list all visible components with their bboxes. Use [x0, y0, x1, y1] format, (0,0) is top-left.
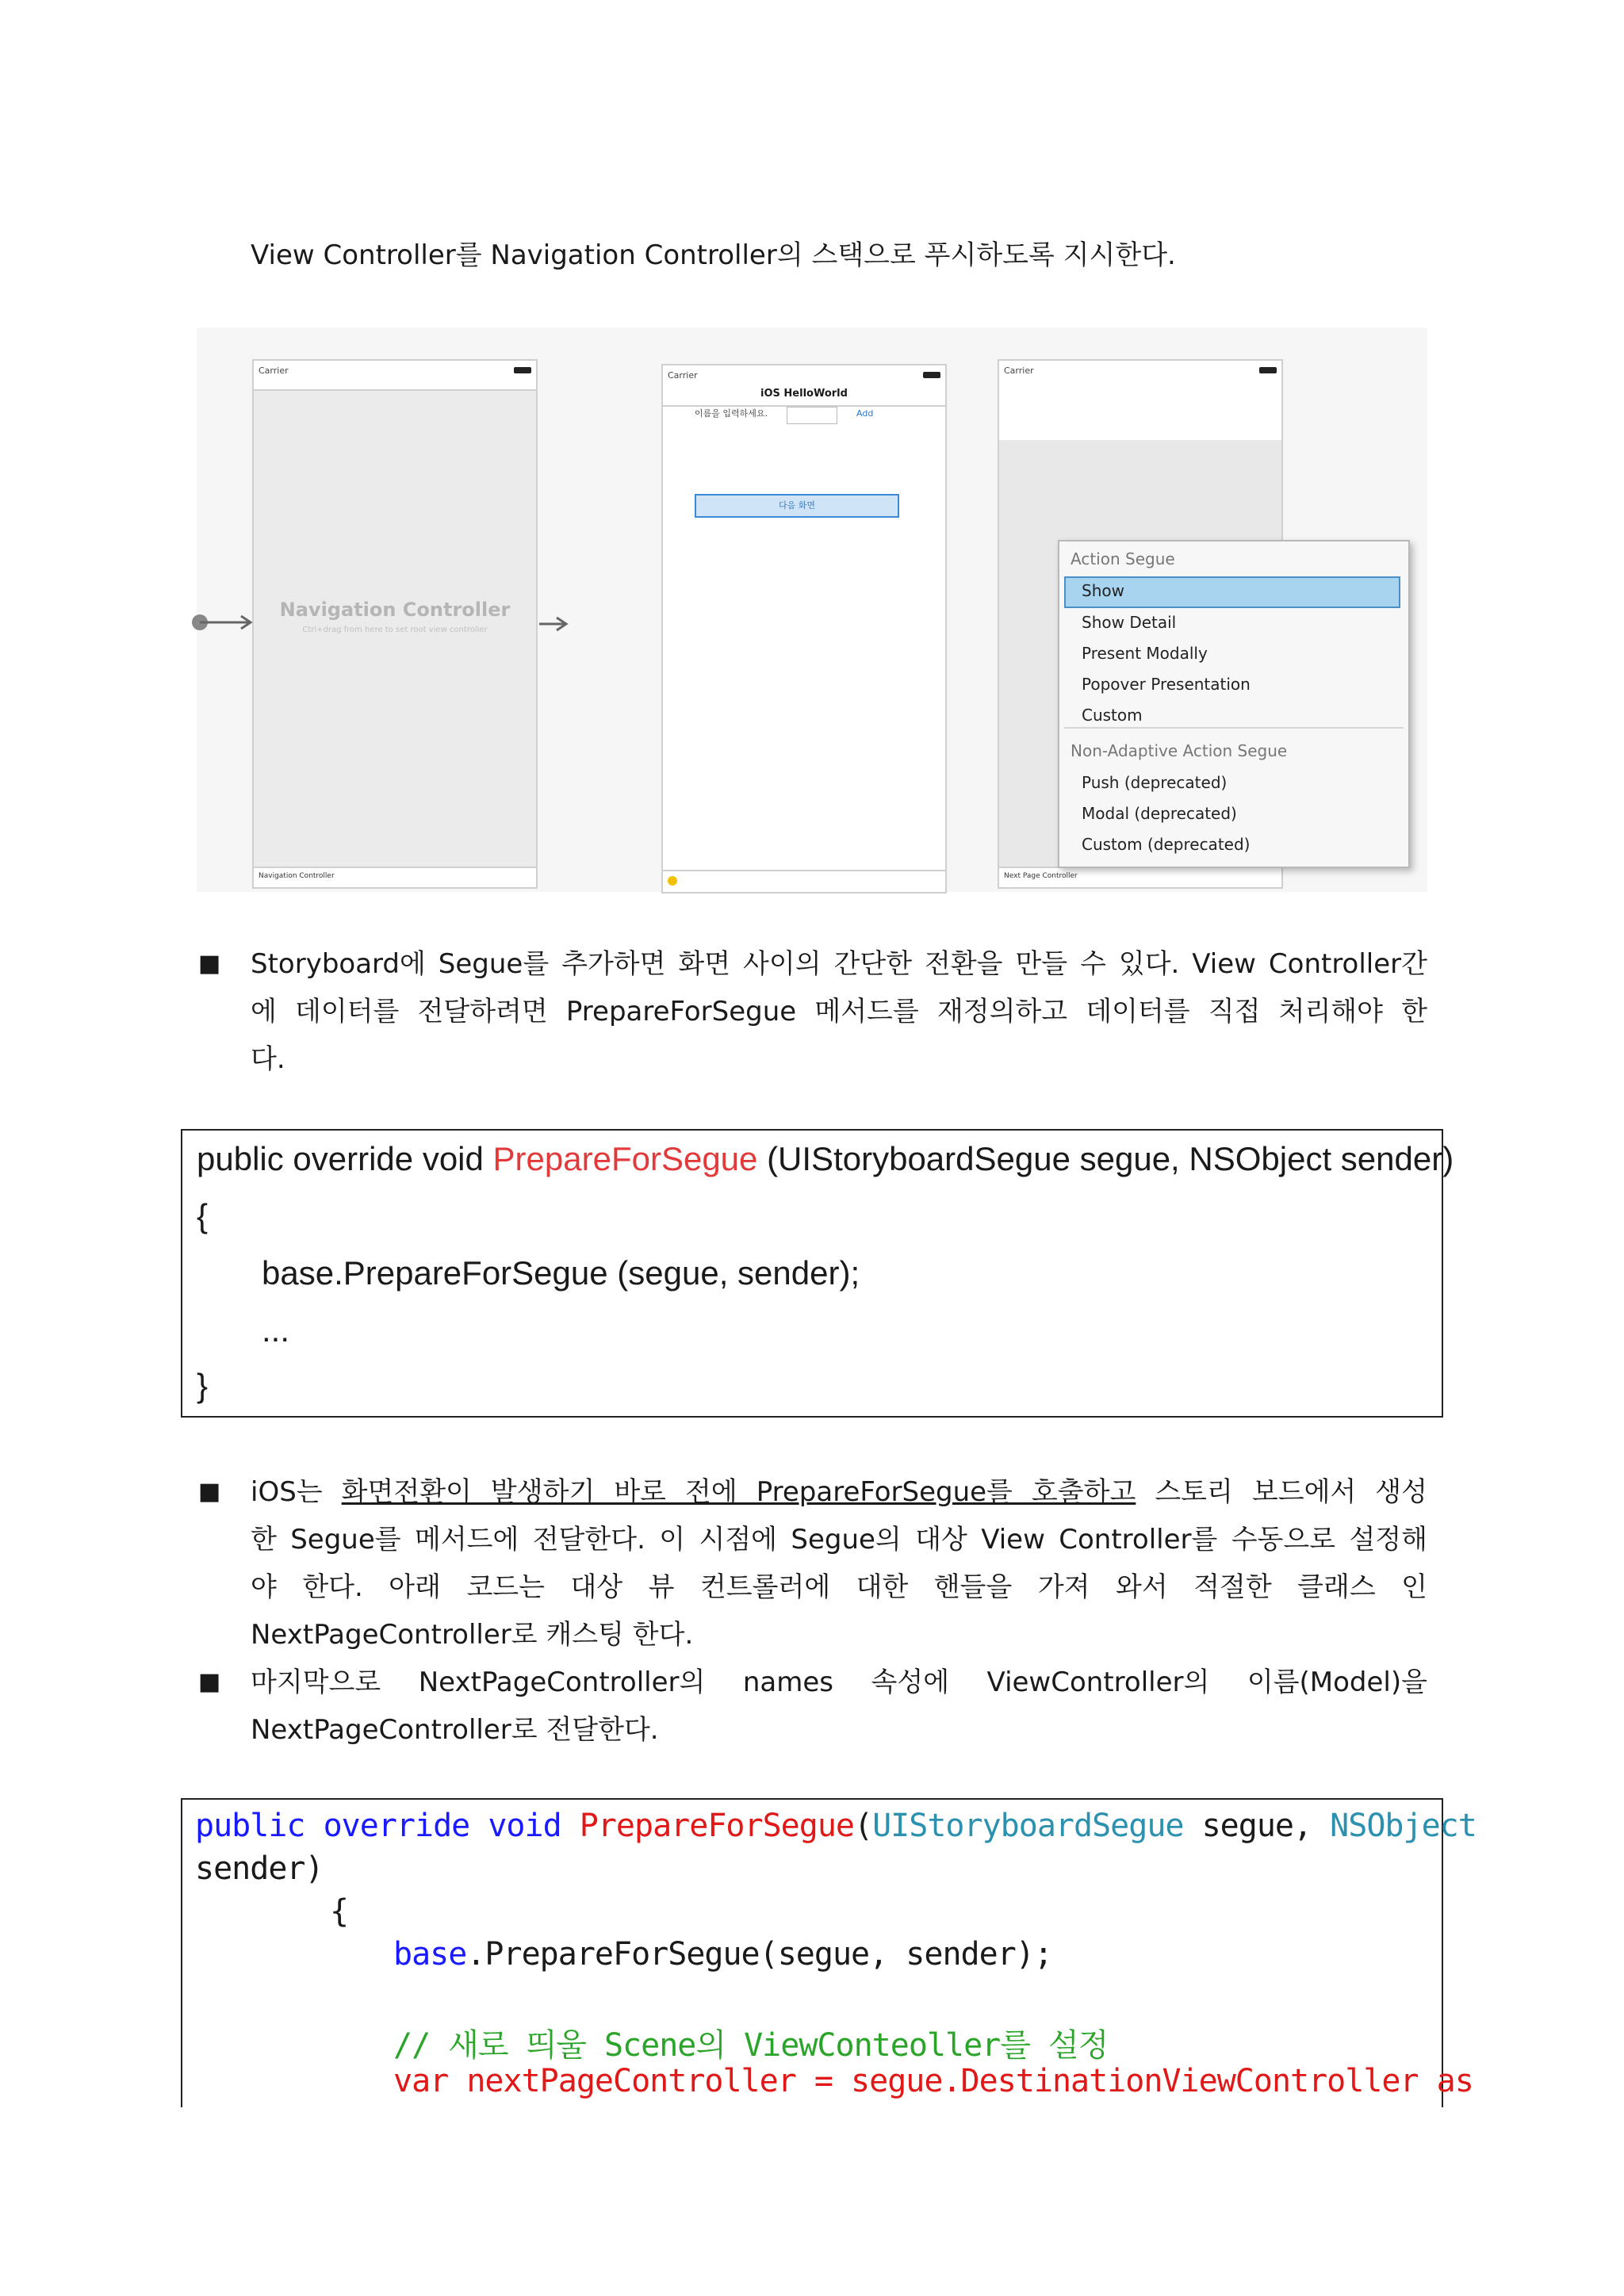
entry-point-arrow-icon — [197, 611, 254, 633]
para2-line4: NextPageController로 캐스팅 한다. — [251, 1619, 694, 1651]
carrier-label: Carrier — [668, 370, 698, 381]
bullet-icon: ■ — [198, 1478, 221, 1506]
menu-item-show-detail[interactable]: Show Detail — [1082, 613, 1177, 632]
code1-line1: public override void PrepareForSegue (UIStoryboardSegue segue, NSObject sender) — [197, 1140, 1454, 1177]
bullet-icon: ■ — [198, 950, 221, 978]
nav-controller-footer: Navigation Controller — [259, 872, 335, 880]
next-screen-button[interactable]: 다음 화면 — [695, 494, 899, 518]
menu-item-show[interactable]: Show — [1082, 581, 1124, 600]
navigation-controller-scene — [252, 359, 538, 889]
non-adaptive-header: Non-Adaptive Action Segue — [1071, 741, 1288, 760]
code1-line5: } — [197, 1367, 209, 1404]
bullet-icon: ■ — [198, 1668, 221, 1696]
menu-item-custom[interactable]: Custom — [1082, 706, 1143, 725]
para1-line2: 에 데이터를 전달하려면 PrepareForSegue 메서드를 재정의하고 데이터를 직접 처리해야 한 — [251, 996, 1427, 1027]
name-text-field[interactable] — [787, 407, 837, 424]
action-segue-header: Action Segue — [1071, 549, 1175, 568]
menu-item-custom-deprecated[interactable]: Custom (deprecated) — [1082, 835, 1251, 854]
code1-line3: base.PrepareForSegue (segue, sender); — [262, 1254, 860, 1292]
para2-line2: 한 Segue를 메서드에 전달한다. 이 시점에 Segue의 대상 View Controller를 수동으로 설정해 — [251, 1524, 1427, 1556]
para3-line1: 마지막으로 NextPageController의 names 속성에 ViewController의 이름(Model)을 — [251, 1667, 1427, 1698]
code1-line2: { — [197, 1197, 209, 1234]
segue-context-menu — [1058, 540, 1410, 868]
storyboard-figure — [197, 327, 1427, 892]
intro-text: View Controller를 Navigation Controller의 스택으로 푸시하도록 지시한다. — [251, 239, 1176, 271]
menu-item-push[interactable]: Push (deprecated) — [1082, 773, 1228, 792]
code-block-2 — [181, 1798, 1477, 2107]
code2-line1: public override void PrepareForSegue(UIStoryboardSegue segue, NSObject — [195, 1808, 1477, 1844]
code2-line6: var nextPageController = segue.DestinationViewController as — [393, 2063, 1473, 2099]
battery-icon — [1259, 367, 1277, 373]
nav-bar-title: iOS HelloWorld — [760, 388, 848, 400]
carrier-label: Carrier — [259, 365, 289, 376]
para2-line1: iOS는 화면전환이 발생하기 바로 전에 PrepareForSegue를 호출하고 스토리 보드에서 생성 — [251, 1476, 1427, 1508]
name-prompt-label: 이름을 입력하세요. — [695, 408, 768, 419]
carrier-label: Carrier — [1004, 365, 1034, 376]
relationship-arrow-icon — [538, 614, 569, 633]
nav-controller-subtitle: Ctrl+drag from here to set root view controller — [302, 626, 488, 634]
nav-controller-title: Navigation Controller — [279, 599, 511, 621]
code1-line4: ... — [262, 1311, 290, 1349]
code2-line4: base.PrepareForSegue(segue, sender); — [393, 1936, 1052, 1973]
para2-line3: 야 한다. 아래 코드는 대상 뷰 컨트롤러에 대한 핸들을 가져 와서 적절한 클래스 인 — [251, 1571, 1427, 1603]
add-button[interactable]: Add — [856, 408, 874, 419]
battery-icon — [923, 372, 940, 378]
code2-line2: sender) — [195, 1850, 324, 1887]
menu-item-popover[interactable]: Popover Presentation — [1082, 675, 1251, 694]
scene-dock-icon — [668, 876, 677, 886]
para1-line3: 다. — [251, 1043, 285, 1075]
code-block-1 — [181, 1129, 1454, 1418]
code2-comment: // 새로 띄울 Scene의 ViewConteoller를 설정 — [393, 2027, 1109, 2064]
code2-line3: { — [330, 1893, 349, 1930]
menu-separator — [1064, 727, 1404, 729]
battery-icon — [514, 367, 531, 373]
next-page-footer: Next Page Controller — [1004, 872, 1078, 880]
para3-line2: NextPageController로 전달한다. — [251, 1714, 659, 1746]
menu-item-modal[interactable]: Modal (deprecated) — [1082, 804, 1237, 823]
menu-item-present-modally[interactable]: Present Modally — [1082, 644, 1208, 663]
view-controller-scene — [661, 364, 947, 894]
para1-line1: Storyboard에 Segue를 추가하면 화면 사이의 간단한 전환을 만들 수 있다. View Controller간 — [251, 948, 1427, 980]
